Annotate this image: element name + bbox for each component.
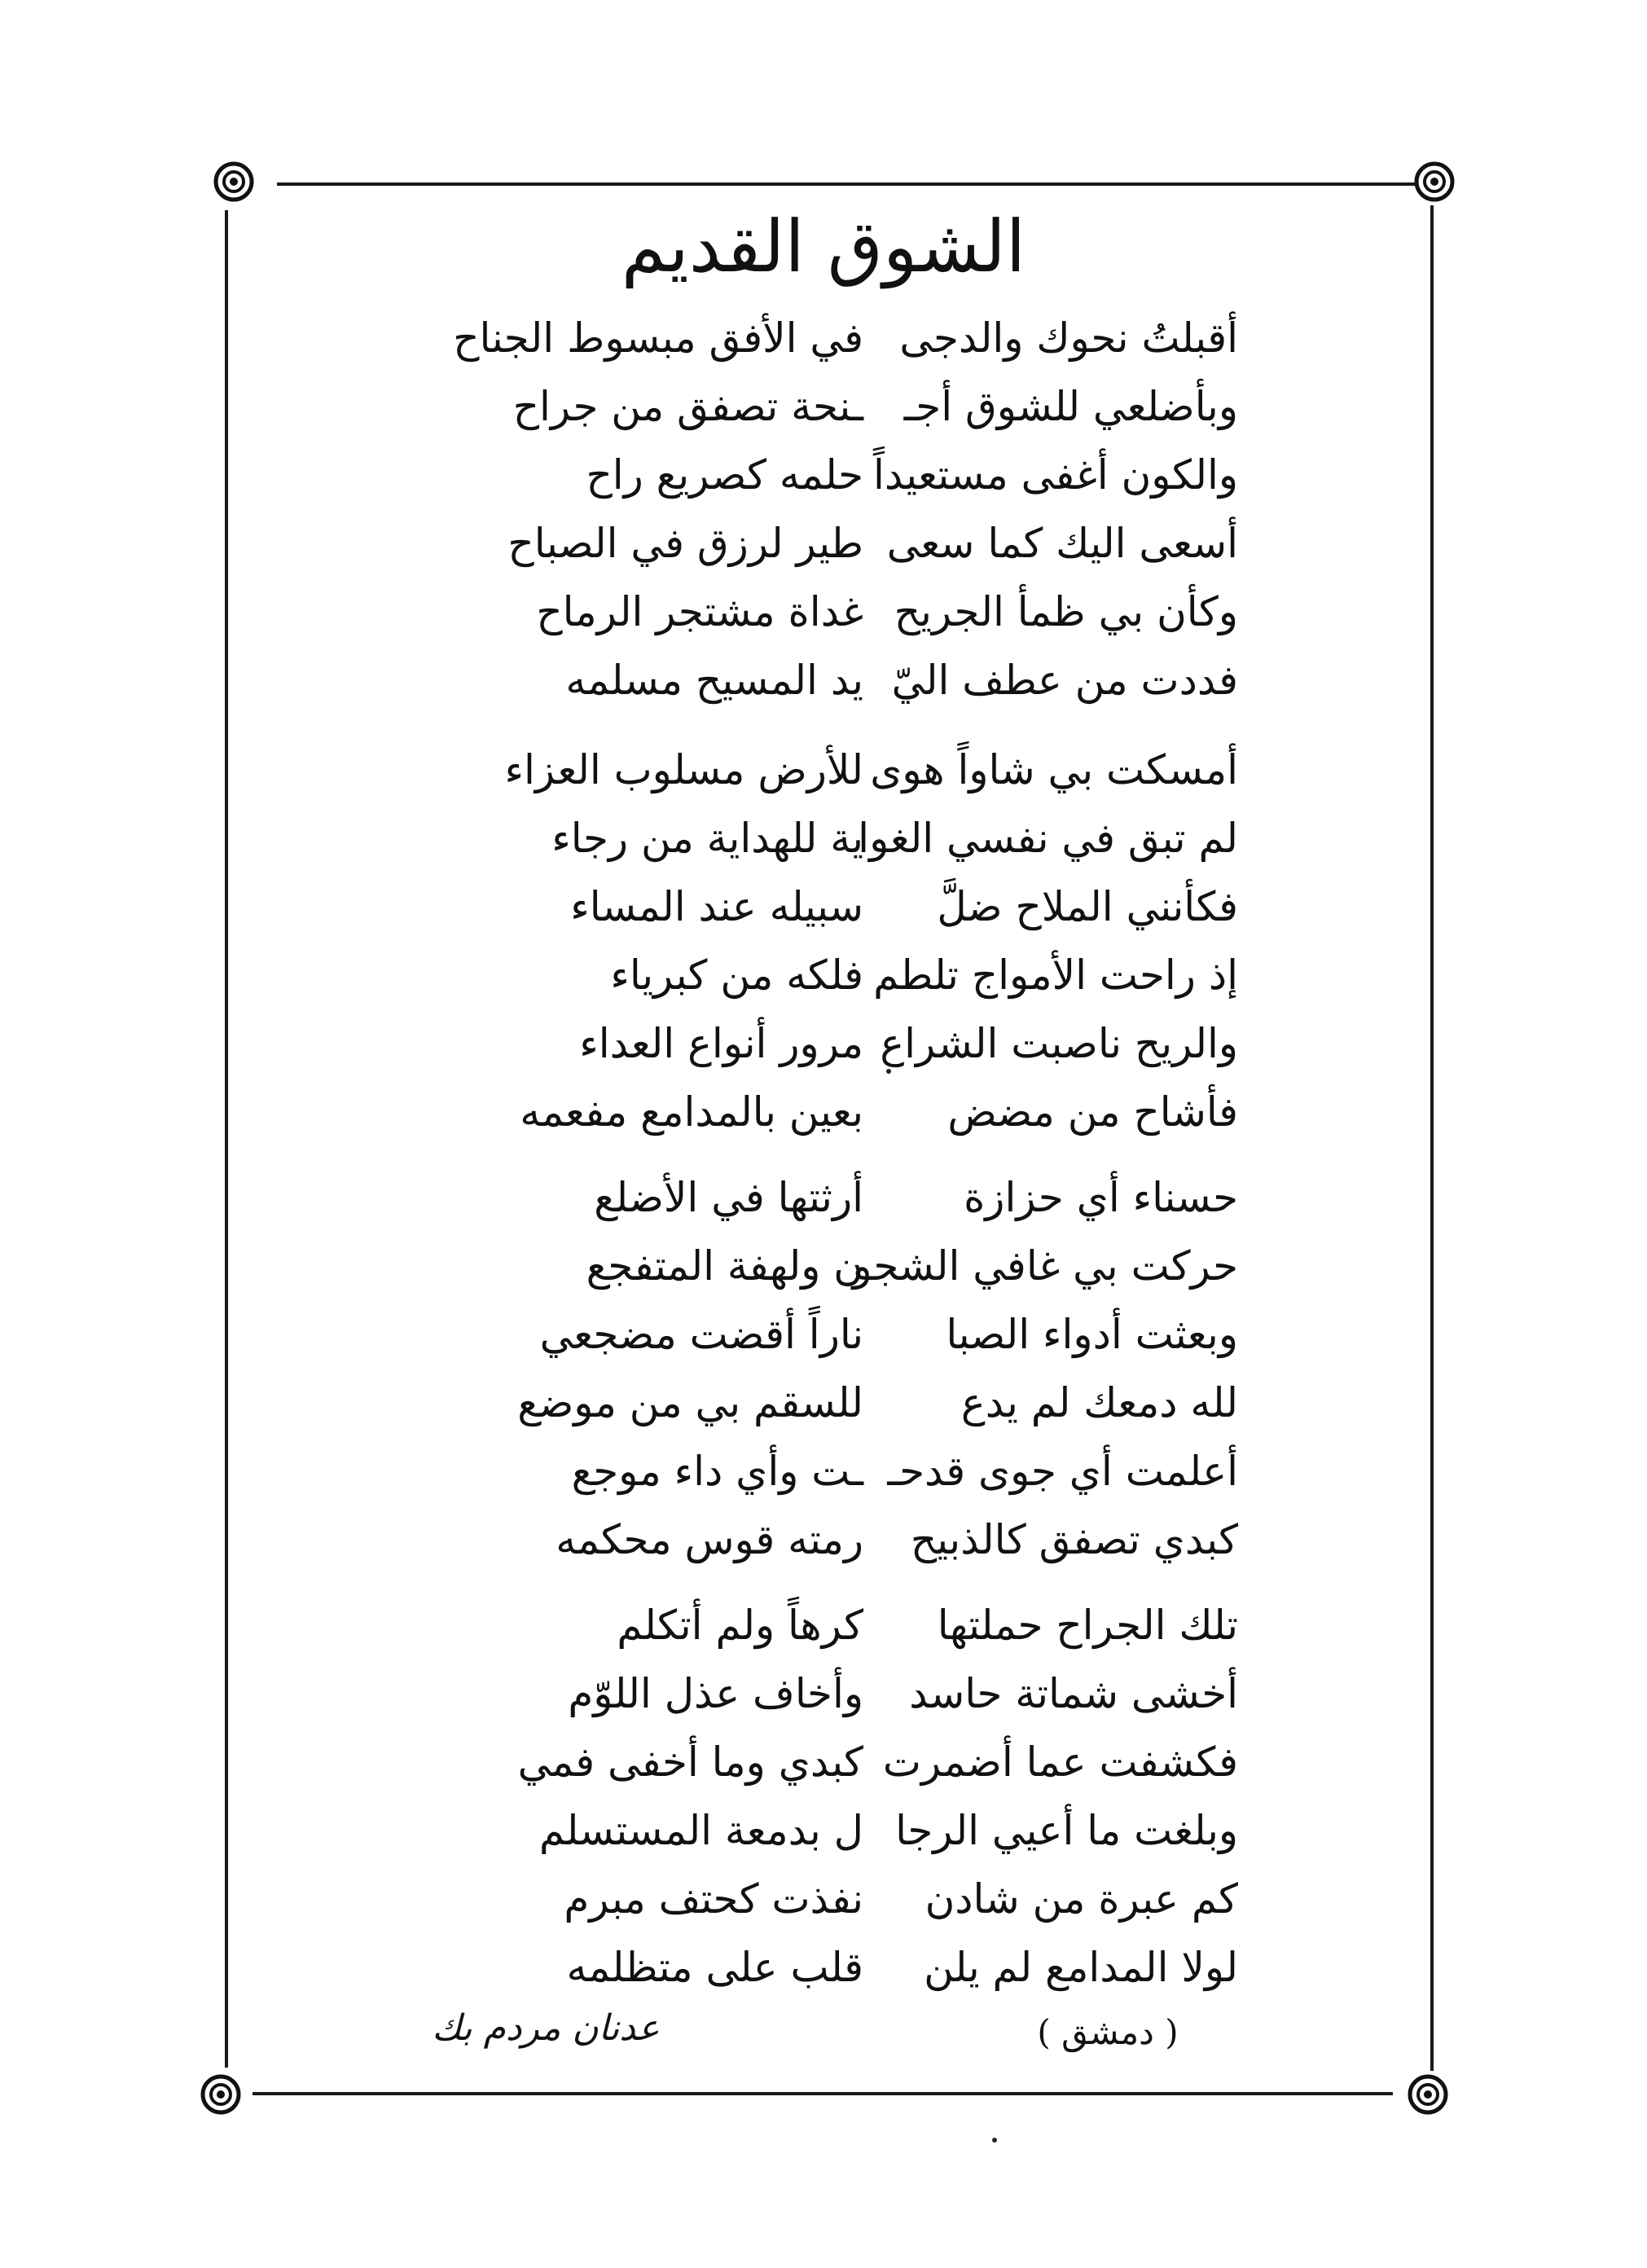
verse-second-hemistich: كرهاً ولم أتكلم [617,1602,863,1649]
verse-second-hemistich: للأرض مسلوب العزاء [504,746,863,793]
verse-second-hemistich: وأخاف عذل اللوّم [568,1670,863,1717]
verse-second-hemistich: مرور أنواع العداء [579,1020,863,1067]
verse-line [424,1302,1238,1367]
verse-second-hemistich: سبيله عند المساء [570,883,863,930]
verse-second-hemistich: بعين بالمدامع مفعمه [520,1088,863,1136]
verse-first-hemistich: حسناء أي حزازة [964,1174,1238,1221]
verse-line [424,305,1238,371]
verse-line [424,1507,1238,1572]
verse-line [424,1079,1238,1145]
verse-line [424,1935,1238,2000]
verse-first-hemistich: أمسكت بي شاواً هوى [870,746,1238,793]
verse-line [424,648,1238,713]
verse-first-hemistich: أسعى اليك كما سعى [886,520,1238,567]
verse-first-hemistich: والكون أغفى مستعيداً [872,451,1238,499]
verse-line [424,806,1238,871]
verse-line [424,1011,1238,1076]
verse-line [424,511,1238,576]
verse-first-hemistich: فددت من عطف اليّ [891,657,1238,704]
verse-second-hemistich: غداة مشتجر الرماح [536,588,863,635]
verse-first-hemistich: أعلمت أي جوى قدحـ [887,1448,1238,1495]
verse-first-hemistich: وبلغت ما أعيي الرجا [895,1807,1238,1854]
verse-first-hemistich: أقبلتُ نحوك والدجى [899,314,1238,362]
verse-second-hemistich: للسقم بي من موضع [517,1379,863,1426]
verse-first-hemistich: كم عبرة من شادن [925,1875,1238,1923]
verse-first-hemistich: كبدي تصفق كالذبيح [910,1516,1238,1563]
verse-first-hemistich: لم تبق في نفسي الغوا [858,815,1238,862]
verse-line [424,943,1238,1008]
verse-line [424,737,1238,802]
verse-second-hemistich: ل بدمعة المستسلم [538,1807,863,1854]
verse-second-hemistich: ية للهداية من رجاء [551,815,863,862]
verse-second-hemistich: ـنحة تصفق من جراح [512,383,863,430]
poem-title: الشوق القديم [621,204,1026,288]
verse-first-hemistich: فأشاح من مضض [947,1088,1238,1136]
verse-first-hemistich: والريح ناصبت الشراع [880,1020,1238,1067]
verse-line [424,874,1238,939]
verse-second-hemistich: في الأفق مبسوط الجناح [453,314,863,362]
verse-line [424,442,1238,508]
verse-second-hemistich: ناراً أقضت مضجعي [539,1311,863,1358]
verse-second-hemistich: حلمه كصريع راح [586,451,863,499]
verse-line [424,1439,1238,1504]
verse-line [424,1661,1238,1726]
verse-second-hemistich: فلكه من كبرياء [610,952,863,999]
verse-first-hemistich: وكأن بي ظمأ الجريح [894,588,1238,635]
author-signature: عدنان مردم بك [432,2007,660,2049]
verse-line [424,1593,1238,1658]
verse-second-hemistich: كبدي وما أخفى فمي [517,1738,863,1786]
verse-second-hemistich: رمته قوس محكمه [556,1516,863,1563]
verse-second-hemistich: طير لرزق في الصباح [507,520,863,567]
print-speck [992,2138,997,2143]
verse-line [424,1798,1238,1863]
verse-first-hemistich: أخشى شماتة حاسد [909,1670,1238,1717]
print-speck [886,1069,891,1074]
verse-first-hemistich: وبأضلعي للشوق أجـ [903,383,1238,430]
verse-second-hemistich: يد المسيح مسلمه [565,657,863,704]
verse-line [424,579,1238,644]
verse-line [424,1233,1238,1299]
verse-first-hemistich: وبعثت أدواء الصبا [946,1311,1238,1358]
verse-first-hemistich: فكشفت عما أضمرت [882,1738,1238,1786]
verse-second-hemistich: قلب على متظلمه [566,1944,863,1991]
verse-line [424,374,1238,439]
verse-line [424,1866,1238,1932]
verse-first-hemistich: لله دمعك لم يدع [960,1379,1238,1426]
verse-line [424,1370,1238,1435]
verse-second-hemistich: ن ولهفة المتفجع [586,1242,863,1290]
verse-first-hemistich: تلك الجراح حملتها [937,1602,1238,1649]
verse-second-hemistich: نفذت كحتف مبرم [564,1875,863,1923]
verse-second-hemistich: أرثتها في الأضلع [594,1174,863,1221]
verse-second-hemistich: ـت وأي داء موجع [571,1448,863,1495]
place-label: ( دمشق ) [1037,2012,1179,2052]
verse-line [424,1730,1238,1795]
verse-first-hemistich: لولا المدامع لم يلن [924,1944,1238,1991]
verse-line [424,1165,1238,1230]
verse-first-hemistich: إذ راحت الأمواج تلطم [873,952,1238,999]
verse-first-hemistich: حركت بي غافي الشجو [852,1242,1238,1290]
verse-first-hemistich: فكأنني الملاح ضلَّ [937,883,1238,930]
